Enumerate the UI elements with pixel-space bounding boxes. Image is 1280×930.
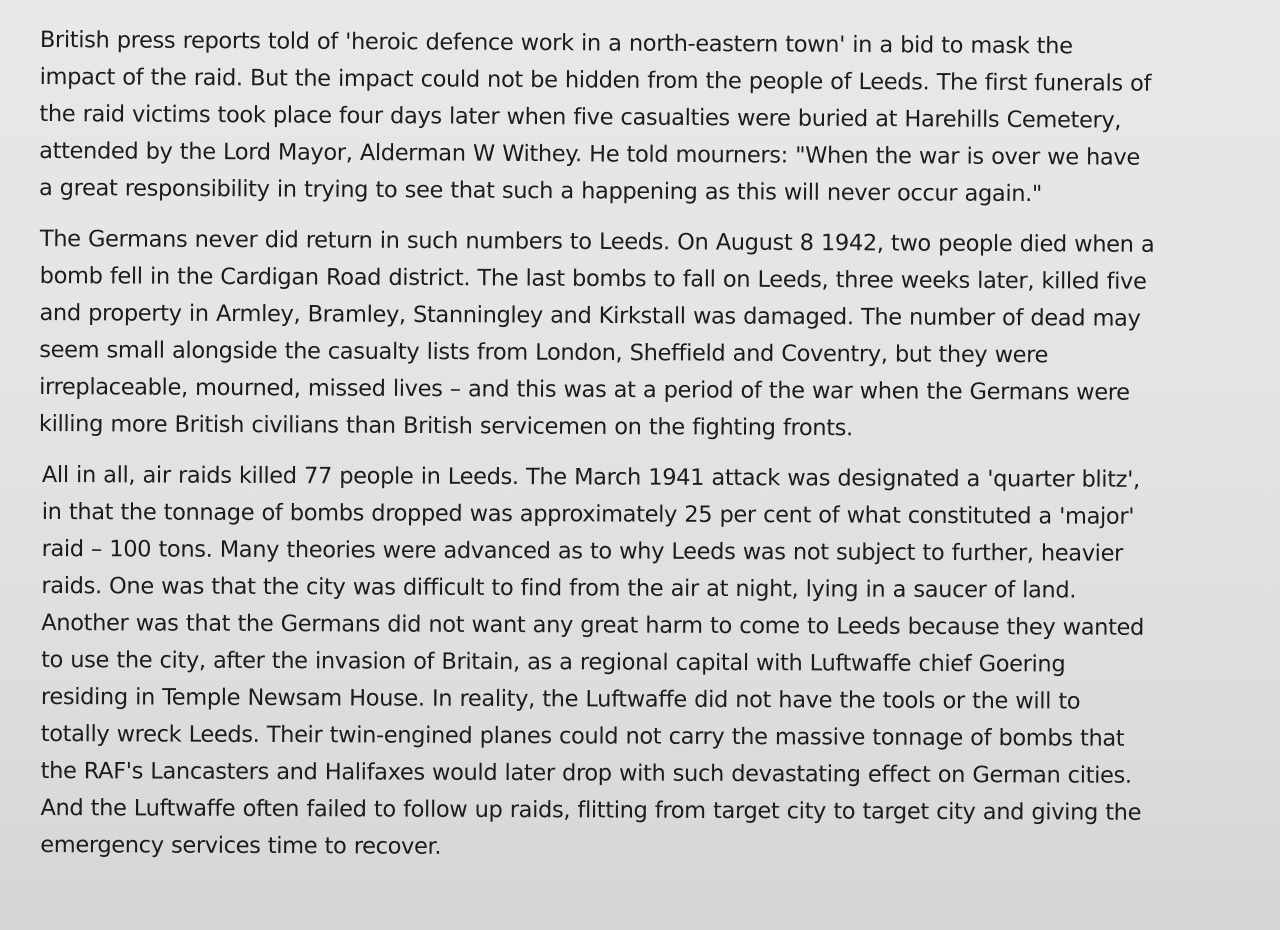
text-line: All in all, air raids killed 77 people in Leeds. The March 1941 attack was designated a 'quarter blitz', <box>41 462 1140 493</box>
paragraph-summary <box>38 457 1220 869</box>
text-line: raid – 100 tons. Many theories were advanced as to why Leeds was not subject to further, heavier <box>41 536 1124 567</box>
text-line: to use the city, after the invasion of Britain, as a regional capital with Luftwaffe chief Goering <box>41 647 1066 678</box>
text-line: And the Luftwaffe often failed to follow up raids, flitting from target city to target city and giving the <box>40 795 1142 826</box>
text-line: seem small alongside the casualty lists from London, Sheffield and Coventry, but they were <box>39 336 1049 369</box>
text-line: the raid victims took place four days later when five casualties were buried at Harehills Cemetery, <box>39 100 1122 134</box>
text-line: killing more British civilians than British servicemen on the fighting fronts. <box>38 410 853 442</box>
text-line: the RAF's Lancasters and Halifaxes would later drop with such devastating effect on German cities. <box>40 758 1132 789</box>
text-line: Another was that the Germans did not want any great harm to come to Leeds because they wanted <box>41 610 1145 641</box>
text-line: emergency services time to recover. <box>40 832 442 860</box>
text-line: in that the tonnage of bombs dropped was approximately 25 per cent of what constituted a 'major' <box>41 499 1135 530</box>
text-line: totally wreck Leeds. Their twin-engined planes could not carry the massive tonnage of bombs that <box>40 721 1125 752</box>
paragraph-press-reports <box>39 22 1220 214</box>
text-line: impact of the raid. But the impact could not be hidden from the people of Leeds. The first funerals of <box>39 63 1152 97</box>
text-line: The Germans never did return in such numbers to Leeds. On August 8 1942, two people died when a <box>39 225 1155 258</box>
text-line: residing in Temple Newsam House. In reality, the Luftwaffe did not have the tools or the will to <box>40 684 1081 715</box>
text-line: a great responsibility in trying to see that such a happening as this will never occur again." <box>38 174 1043 208</box>
text-line: irreplaceable, mourned, missed lives – and this was at a period of the war when the Germans were <box>39 373 1130 406</box>
text-line: attended by the Lord Mayor, Alderman W Withey. He told mourners: "When the war is over we have <box>39 137 1140 171</box>
text-line: British press reports told of 'heroic defence work in a north-eastern town' in a bid to mask the <box>39 26 1073 60</box>
text-line: bomb fell in the Cardigan Road district. The last bombs to fall on Leeds, three weeks later, killed five <box>39 262 1147 295</box>
text-line: and property in Armley, Bramley, Stanningley and Kirkstall was damaged. The number of dead may <box>39 299 1141 332</box>
paragraph-later-raids <box>39 221 1220 449</box>
text-line: raids. One was that the city was difficult to find from the air at night, lying in a saucer of land. <box>41 573 1077 604</box>
